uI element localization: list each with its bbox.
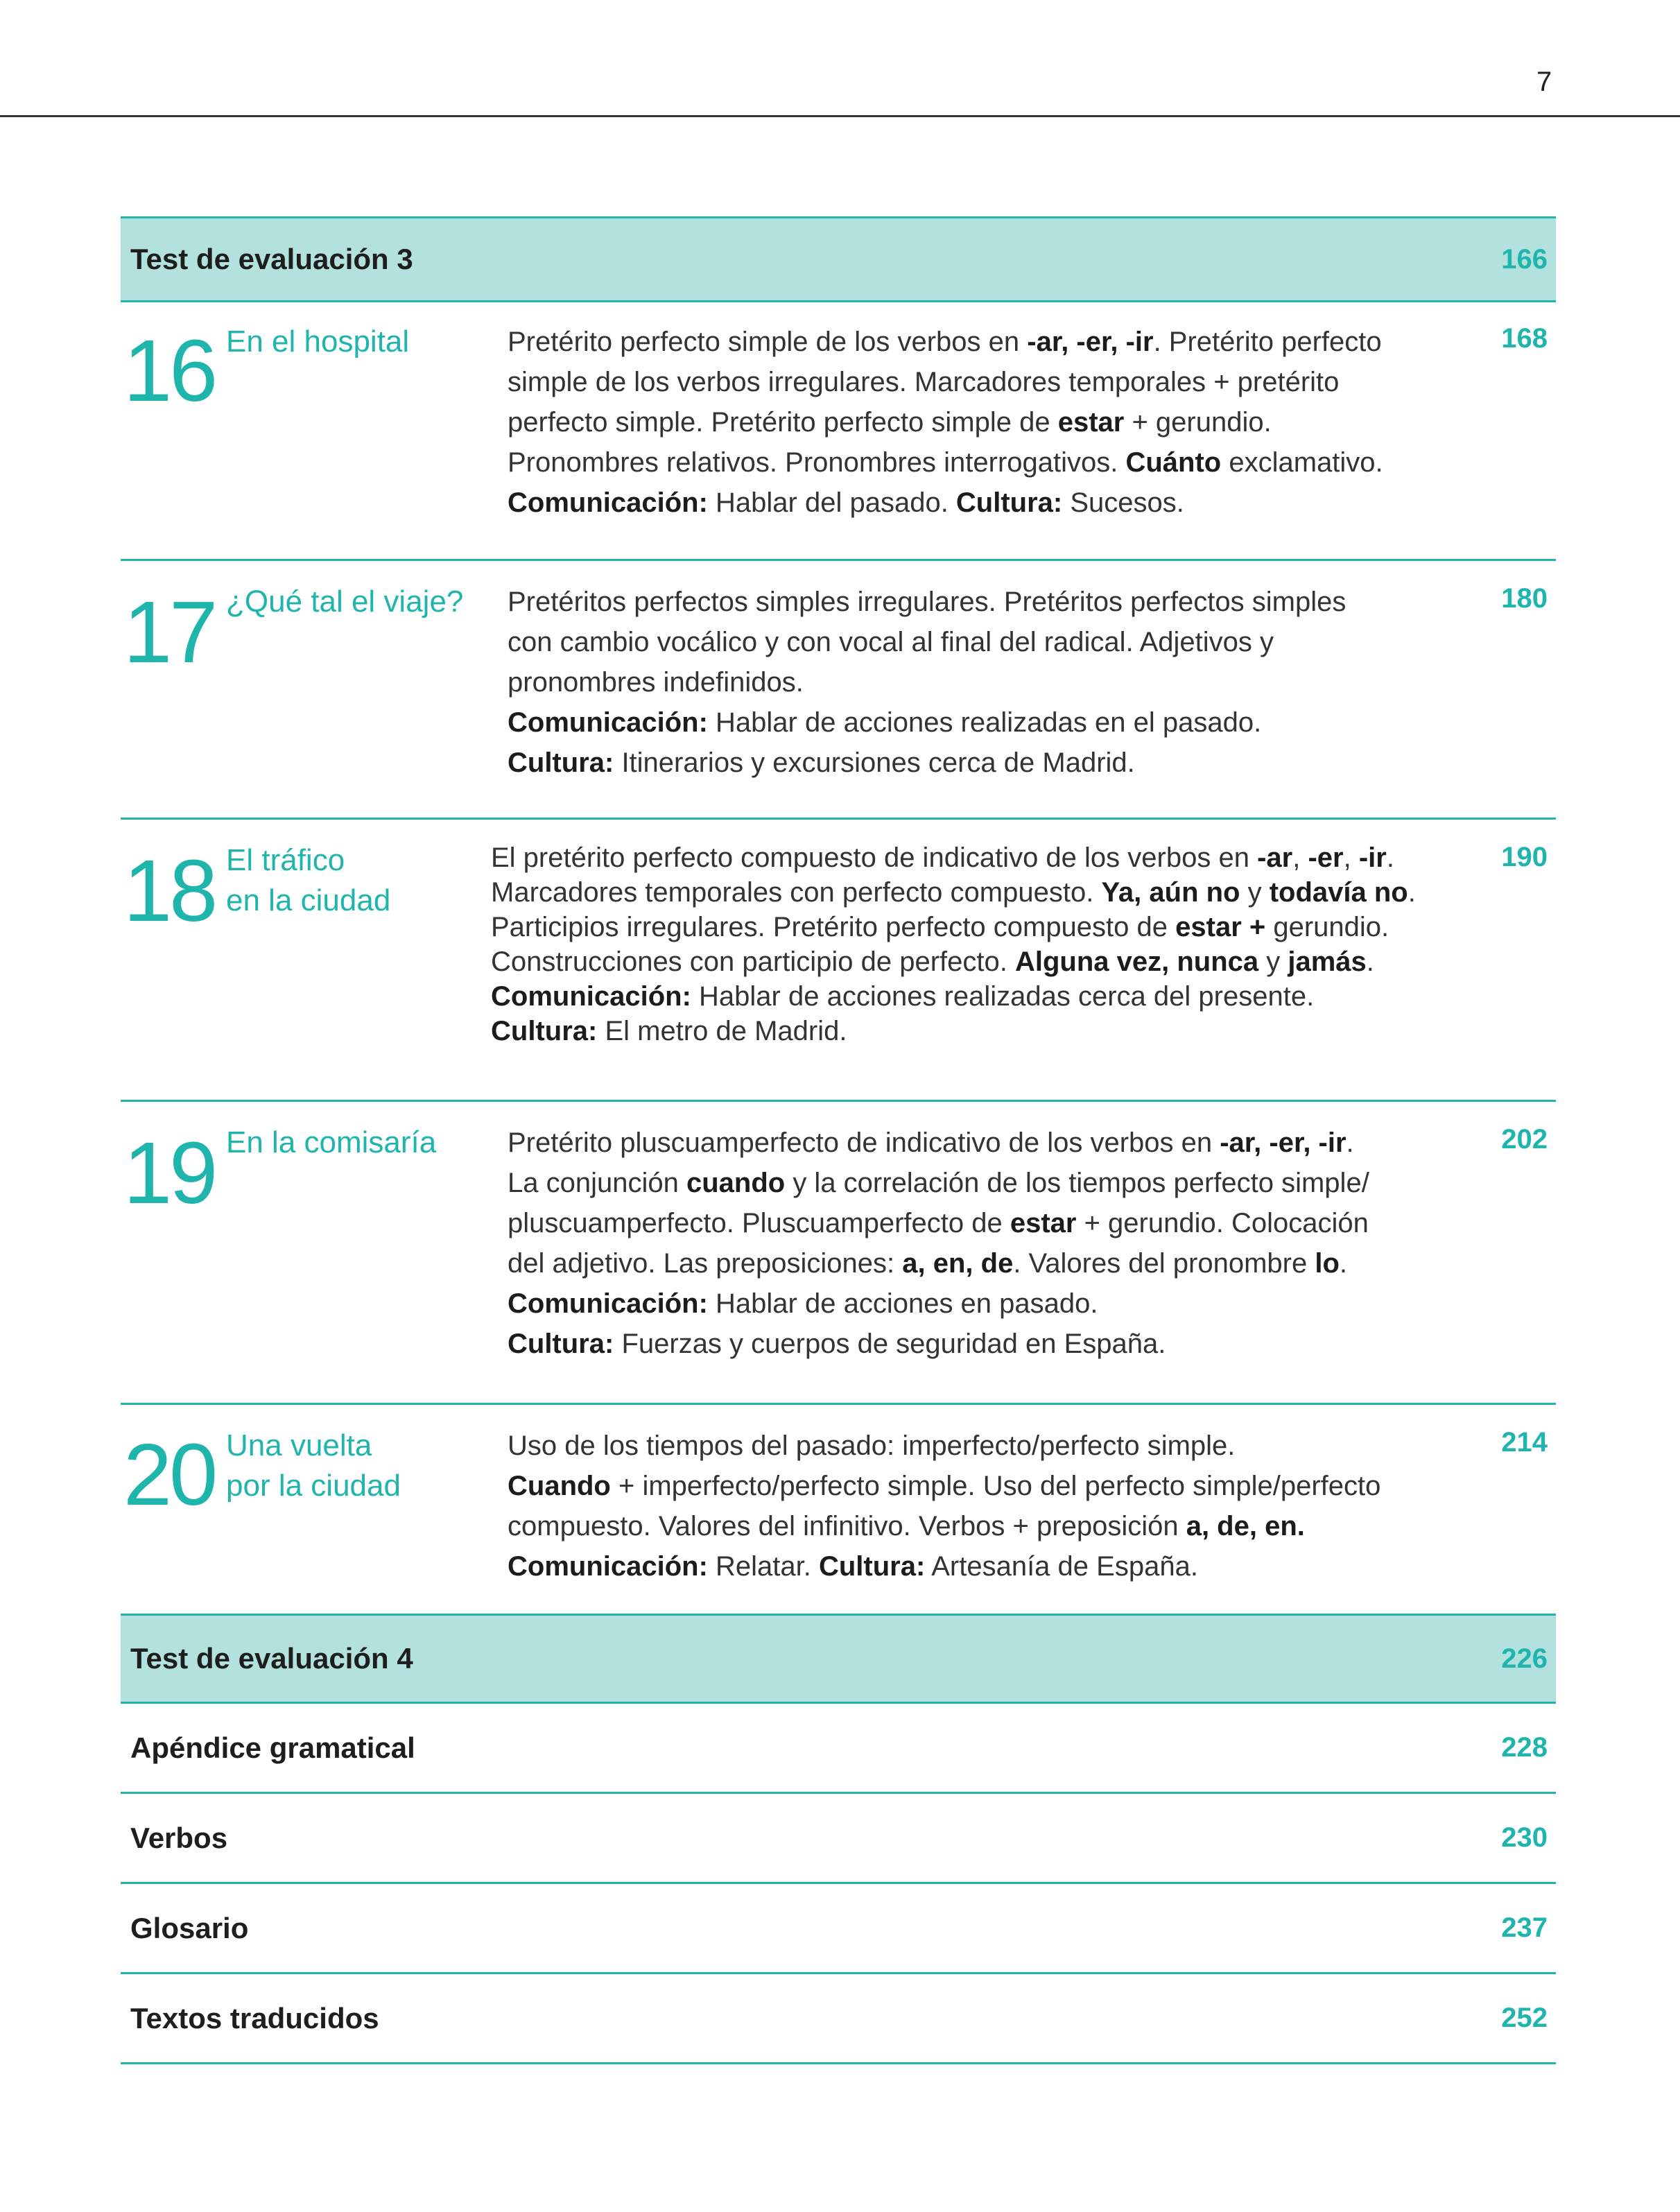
row-title: Verbos [130, 1821, 228, 1854]
text-run: Pretérito perfecto simple de los verbos en [508, 327, 1028, 357]
description-line [508, 662, 1437, 702]
description-line [508, 1284, 1437, 1324]
unit-description [508, 1426, 1437, 1587]
text-run: . [1408, 877, 1416, 908]
text-run: Itinerarios y excursiones cerca de Madrid. [614, 748, 1135, 778]
text-run: y [1258, 947, 1288, 977]
row-page-number: 237 [1501, 1912, 1548, 1943]
description-line [491, 1014, 1462, 1048]
description-line [508, 622, 1437, 662]
text-run: . [1386, 843, 1394, 873]
text-run: Hablar de acciones en pasado. [707, 1288, 1098, 1319]
text-run: + imperfecto/perfecto simple. Uso del perfecto simple/perfecto [610, 1471, 1381, 1501]
unit-number: 16 [123, 322, 216, 420]
description-line [508, 1123, 1437, 1163]
text-run: Marcadores temporales con perfecto compuesto. [491, 877, 1102, 908]
bold-term: Comunicación: [491, 981, 691, 1012]
description-line [508, 362, 1437, 402]
unit-title: El tráfico en la ciudad [226, 843, 391, 917]
unit-page-number: 168 [1501, 323, 1548, 354]
row-title: Test de evaluación 3 [130, 243, 413, 275]
bold-term: estar [1057, 407, 1125, 438]
text-run: La conjunción [508, 1168, 686, 1198]
unit-page-number: 180 [1501, 583, 1548, 614]
text-run: . [1366, 947, 1374, 977]
unit-18-row[interactable] [121, 820, 1556, 1102]
text-run: pluscuamperfecto. Pluscuamperfecto de [508, 1208, 1010, 1238]
bold-term: Cuando [508, 1471, 611, 1501]
table-of-contents [121, 216, 1556, 2064]
text-run: Participios irregulares. Pretérito perfecto compuesto de [491, 912, 1176, 942]
text-run: simple de los verbos irregulares. Marcadores temporales + pretérito [508, 367, 1340, 397]
text-run: Uso de los tiempos del pasado: imperfecto/perfecto simple. [508, 1431, 1236, 1461]
unit-description [491, 840, 1462, 1048]
test-evaluacion-4-row[interactable] [121, 1614, 1556, 1704]
row-page-number: 226 [1501, 1643, 1548, 1674]
description-line [491, 875, 1462, 910]
description-line [508, 582, 1437, 622]
text-run: Pronombres relativos. Pronombres interrogativos. [508, 447, 1126, 478]
text-run: Hablar del pasado. [707, 487, 956, 518]
description-line [491, 910, 1462, 944]
bold-term: estar [1010, 1208, 1077, 1238]
bold-term: -ar, -er, -ir [1220, 1127, 1346, 1158]
text-run: + gerundio. Colocación [1076, 1208, 1369, 1238]
bold-term: Ya, aún no [1101, 877, 1240, 908]
text-run: El pretérito perfecto compuesto de indicativo de los verbos en [491, 843, 1258, 873]
unit-16-row[interactable] [121, 302, 1556, 561]
bold-term: Cultura: [491, 1016, 598, 1046]
description-line [508, 402, 1437, 442]
text-run: exclamativo. [1221, 447, 1383, 478]
bold-term: -ar, -er, -ir [1027, 327, 1154, 357]
header-rule [0, 115, 1680, 117]
unit-description [508, 582, 1437, 783]
unit-page-number: 190 [1501, 842, 1548, 872]
text-run: . Valores del pronombre [1013, 1248, 1315, 1279]
bold-term: todavía no [1269, 877, 1408, 908]
text-run: y [1240, 877, 1270, 908]
text-run: Construcciones con participio de perfecto. [491, 947, 1015, 977]
bold-term: estar + [1175, 912, 1266, 942]
text-run: Relatar. [707, 1551, 819, 1582]
row-title: Test de evaluación 4 [130, 1642, 413, 1675]
description-line [508, 442, 1437, 483]
text-run: + gerundio. [1124, 407, 1272, 438]
row-page-number: 230 [1501, 1822, 1548, 1853]
row-title: Textos traducidos [130, 2001, 379, 2034]
apendice-gramatical-row[interactable] [121, 1704, 1556, 1794]
page-number: 7 [1536, 67, 1552, 97]
bold-term: Comunicación: [508, 487, 708, 518]
bold-term: Comunicación: [508, 707, 708, 738]
unit-title: En la comisaría [226, 1125, 437, 1159]
unit-title: Una vuelta por la ciudad [226, 1428, 401, 1503]
row-page-number: 228 [1501, 1732, 1548, 1763]
bold-term: Cultura: [955, 487, 1063, 518]
description-line [508, 322, 1437, 362]
glosario-row[interactable] [121, 1884, 1556, 1974]
text-run: perfecto simple. Pretérito perfecto simple de [508, 407, 1058, 438]
description-line [508, 1466, 1437, 1506]
description-line [491, 840, 1462, 875]
bold-term: Cuánto [1125, 447, 1222, 478]
description-line [491, 944, 1462, 979]
bold-term: Comunicación: [508, 1288, 708, 1319]
description-line [508, 1203, 1437, 1243]
text-run: , [1343, 843, 1359, 873]
description-line [508, 1546, 1437, 1587]
verbos-row[interactable] [121, 1794, 1556, 1884]
bold-term: -ar [1257, 843, 1293, 873]
unit-title: ¿Qué tal el viaje? [226, 585, 464, 619]
row-title: Apéndice gramatical [130, 1731, 415, 1764]
description-line [508, 1506, 1437, 1546]
text-run: y la correlación de los tiempos perfecto simple/ [785, 1168, 1369, 1198]
textos-traducidos-row[interactable] [121, 1974, 1556, 2064]
unit-page-number: 202 [1501, 1124, 1548, 1155]
unit-number: 17 [123, 583, 216, 681]
bold-term: cuando [686, 1168, 786, 1198]
description-line [508, 1426, 1437, 1466]
unit-number: 19 [123, 1124, 216, 1222]
row-title: Glosario [130, 1911, 249, 1944]
description-line [508, 1324, 1437, 1364]
unit-17-row[interactable] [121, 561, 1556, 820]
description-line [508, 1163, 1437, 1203]
description-line [508, 702, 1437, 743]
unit-number: 18 [123, 842, 216, 940]
bold-term: jamás [1288, 947, 1367, 977]
bold-term: a, en, de [902, 1248, 1014, 1279]
text-run: El metro de Madrid. [597, 1016, 847, 1046]
description-line [508, 1243, 1437, 1284]
bold-term: Comunicación: [508, 1551, 708, 1582]
text-run: . [1339, 1248, 1348, 1279]
unit-page-number: 214 [1501, 1427, 1548, 1458]
description-line [508, 743, 1437, 783]
bold-term: a, de, en. [1186, 1511, 1305, 1541]
text-run: . Pretérito perfecto [1153, 327, 1382, 357]
text-run: del adjetivo. Las preposiciones: [508, 1248, 903, 1279]
row-page-number: 166 [1501, 243, 1548, 275]
text-run: Artesanía de España. [925, 1551, 1198, 1582]
text-run: con cambio vocálico y con vocal al final del radical. Adjetivos y [508, 627, 1274, 657]
text-run: compuesto. Valores del infinitivo. Verbos + preposición [508, 1511, 1186, 1541]
bold-term: Cultura: [508, 748, 614, 778]
description-line [491, 979, 1462, 1014]
text-run: Pretéritos perfectos simples irregulares. Pretéritos perfectos simples [508, 587, 1346, 617]
unit-description [508, 1123, 1437, 1364]
text-run: Pretérito pluscuamperfecto de indicativo de los verbos en [508, 1127, 1220, 1158]
text-run: Fuerzas y cuerpos de seguridad en España. [614, 1329, 1166, 1359]
text-run: Sucesos. [1062, 487, 1184, 518]
bold-term: Cultura: [818, 1551, 926, 1582]
bold-term: -ir [1358, 843, 1387, 873]
bold-term: lo [1315, 1248, 1340, 1279]
unit-title: En el hospital [226, 325, 410, 358]
unit-number: 20 [123, 1426, 216, 1523]
row-page-number: 252 [1501, 2003, 1548, 2033]
text-run: Hablar de acciones realizadas cerca del presente. [691, 981, 1315, 1012]
unit-description [508, 322, 1437, 523]
text-run: . [1346, 1127, 1354, 1158]
text-run: pronombres indefinidos. [508, 667, 804, 698]
test-evaluacion-3-row[interactable] [121, 216, 1556, 302]
text-run: Hablar de acciones realizadas en el pasado. [707, 707, 1262, 738]
text-run: , [1292, 843, 1308, 873]
bold-term: Alguna vez, nunca [1014, 947, 1259, 977]
unit-19-row[interactable] [121, 1102, 1556, 1405]
text-run: gerundio. [1265, 912, 1389, 942]
unit-20-row[interactable] [121, 1405, 1556, 1614]
bold-term: -er [1308, 843, 1344, 873]
description-line [508, 483, 1437, 523]
bold-term: Cultura: [508, 1329, 614, 1359]
